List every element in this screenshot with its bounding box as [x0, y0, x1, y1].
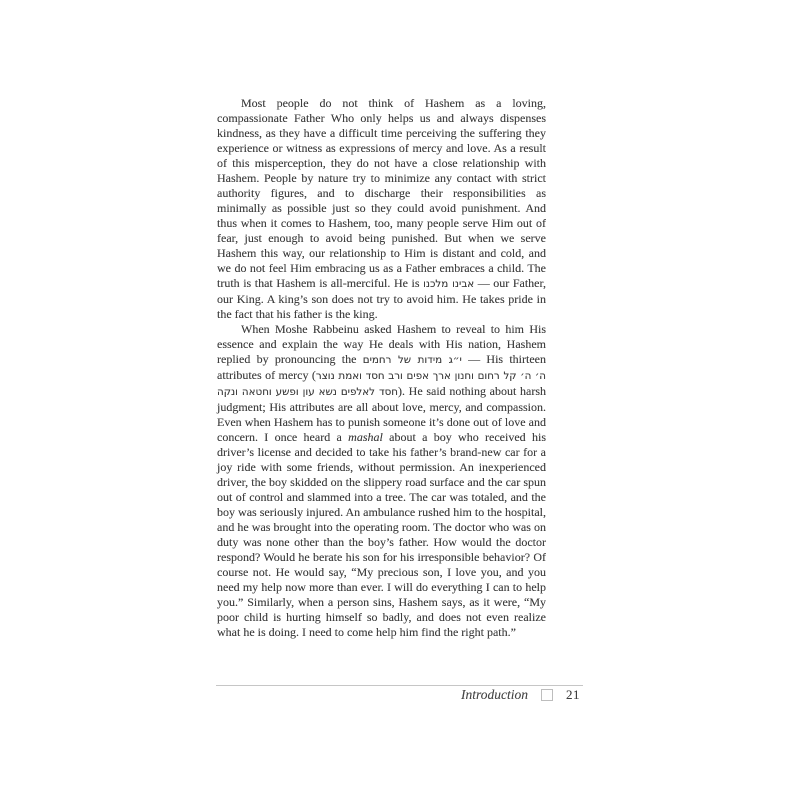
hebrew-run: י״ג מידות של רחמים [362, 354, 462, 366]
text-run: about a boy who received his driver’s license and decided to take his father’s brand-new car for a joy ride with some friends, without permission. An inexperienced driver, the boy skidded on the slippery road surface and the car spun out of control and slammed into a tree. The car was totaled, and the boy was seriously injured. An ambulance rushed him to the hospital, and he was brought into the operating room. The doctor who was on duty was none other than the boy’s father. How would the doctor respond? Would he berate his son for his irresponsible behavior? Of course not. He would say, “My precious son, I love you, and you need my help now more than ever. I will do everything I can to help you.” Similarly, when a person sins, Hashem says, as it were, “My poor child is hurting himself so badly, and does not even realize what he is doing. I need to come help him find the right path.” [217, 430, 546, 639]
text-run: Most people do not think of Hashem as a loving, compassionate Father Who only helps us and always dispenses kindness, as they have a difficult time perceiving the suffering they experience or witness as expressions of mercy and love. As a result of this misperception, they do not have a close relationship with Hashem. People by nature try to minimize any contact with strict authority figures, and to discharge their responsibilities as minimally as possible just so they could avoid punishment. And thus when it comes to Hashem, too, many people serve Him out of fear, just enough to avoid being punished. But when we serve Hashem this way, our relationship to Him is distant and cold, and we do not feel Him embracing us as a Father embraces a child. The truth is that Hashem is all-merciful. He is [217, 96, 546, 290]
text-run: — our Father, our King. A king’s son does not try to avoid him. He takes pride in the fact that his father is the king. [217, 276, 547, 321]
italic-run: mashal [348, 430, 383, 444]
footer-rule [216, 685, 583, 686]
hebrew-run: אבינו מלכנו [423, 278, 475, 290]
open-square-icon [541, 689, 553, 701]
hebrew-run: ה׳ ה׳ קל רחום וחנון ארך אפים ורב חסד ואמת נוצר חסד לאלפים נשא עון ופשע וחטאה ונקה [217, 370, 546, 398]
text-run: ). He said nothing about harsh judgment; His attributes are all about love, mercy, and compassion. Even when Hashem has to punish someone it’s done out of love and concern. I once heard a [217, 384, 547, 444]
paragraph [217, 96, 546, 322]
text-run: When Moshe Rabbeinu asked Hashem to reveal to him His essence and explain the way He deals with His nation, Hashem replied by pronouncing the [217, 322, 546, 366]
page-footer [216, 687, 580, 703]
paragraph [217, 322, 546, 640]
text-run: — His thirteen attributes of mercy ( [217, 352, 546, 382]
footer-section-label: Introduction [461, 687, 528, 702]
body-text [217, 96, 546, 640]
page-number: 21 [566, 687, 580, 702]
